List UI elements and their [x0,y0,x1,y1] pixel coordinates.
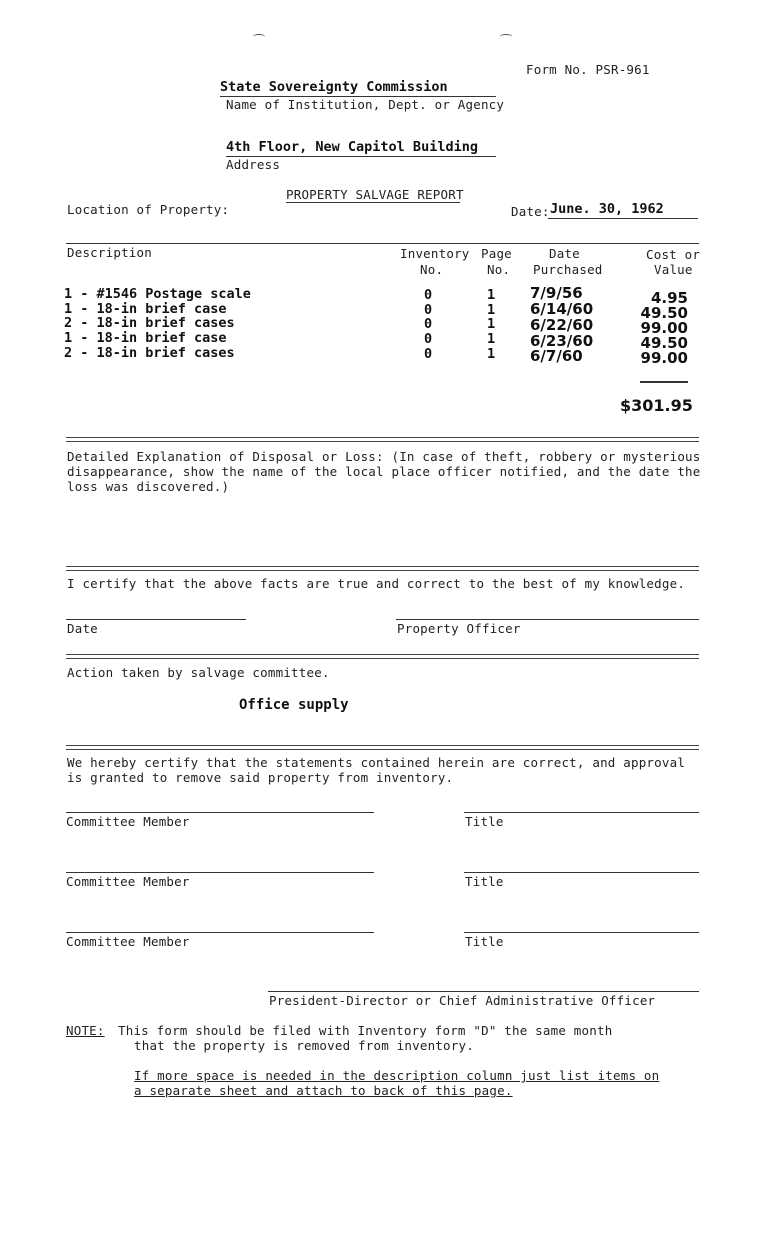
section-rule-explanation [66,437,699,442]
explanation-line-2: disappearance, show the name of the local place officer notified, and the date the [67,464,701,479]
header-date-purchased: Purchased [533,262,603,277]
item-page: 1 [487,346,496,362]
explanation-line-1: Detailed Explanation of Disposal or Loss: (In case of theft, robbery or mysterious [67,449,701,464]
committee-member-line-2 [66,872,374,873]
header-inventory-no: No. [420,262,444,277]
item-cost: 99.00 [640,349,688,367]
item-cost: 99.00 [640,319,688,337]
title-line-2 [464,872,699,873]
punch-mark-right [500,34,512,39]
header-description: Description [67,245,152,260]
item-description: 1 - 18-in brief case [64,330,227,346]
header-cost: Cost or [646,247,701,262]
date-signature-line [66,619,246,620]
committee-member-label-3: Committee Member [66,934,190,949]
item-description: 2 - 18-in brief cases [64,315,235,331]
item-date: 7/9/56 [530,284,583,302]
section-rule-hereby [66,745,699,750]
date-signature-label: Date [67,621,98,636]
section-rule-action [66,654,699,659]
title-line-3 [464,932,699,933]
item-date: 6/7/60 [530,347,583,365]
committee-member-line-1 [66,812,374,813]
committee-member-label-1: Committee Member [66,814,190,829]
president-signature-line [268,991,699,992]
note-line-2: that the property is removed from inventory. [134,1038,474,1053]
president-label: President-Director or Chief Administrative Officer [269,993,656,1008]
item-inventory: 0 [424,302,433,318]
title-label-1: Title [465,814,504,829]
item-date: 6/23/60 [530,332,594,350]
item-date: 6/22/60 [530,316,594,334]
header-cost-value: Value [654,262,693,277]
item-page: 1 [487,331,496,347]
report-title: PROPERTY SALVAGE REPORT [286,187,464,202]
header-date: Date [549,246,580,261]
agency-name: State Sovereignty Commission [220,79,448,95]
item-description: 1 - 18-in brief case [64,301,227,317]
committee-member-label-2: Committee Member [66,874,190,889]
item-page: 1 [487,302,496,318]
item-description: 2 - 18-in brief cases [64,345,235,361]
committee-member-line-3 [66,932,374,933]
item-date: 6/14/60 [530,300,594,318]
punch-mark-left [253,34,265,39]
address-value: 4th Floor, New Capitol Building [226,139,478,155]
total-value: $301.95 [620,396,693,415]
property-officer-label: Property Officer [397,621,521,636]
property-officer-line [396,619,699,620]
location-label: Location of Property: [67,202,230,217]
table-header-rule [66,243,699,244]
item-inventory: 0 [424,287,433,303]
date-label: Date: [511,204,550,219]
date-value: June. 30, 1962 [550,201,664,217]
hereby-line-2: is granted to remove said property from inventory. [67,770,454,785]
item-description: 1 - #1546 Postage scale [64,286,251,302]
note-line-1: This form should be filed with Inventory form "D" the same month [118,1023,613,1038]
form-number: Form No. PSR-961 [526,62,650,77]
date-underline [548,218,698,219]
title-line-1 [464,812,699,813]
header-page: Page [481,246,512,261]
item-inventory: 0 [424,331,433,347]
address-label: Address [226,157,281,172]
explanation-line-3: loss was discovered.) [67,479,230,494]
section-rule-certify [66,566,699,571]
certify-text: I certify that the above facts are true and correct to the best of my knowledge. [67,576,686,591]
note-extra-line-1: If more space is needed in the description column just list items on [134,1068,660,1083]
item-cost: 49.50 [640,304,688,322]
total-rule [640,381,688,383]
action-label: Action taken by salvage committee. [67,665,330,680]
title-label-2: Title [465,874,504,889]
title-label-3: Title [465,934,504,949]
hereby-line-1: We hereby certify that the statements contained herein are correct, and approval [67,755,686,770]
item-cost: 4.95 [650,289,688,307]
header-inventory: Inventory [400,246,470,261]
note-label: NOTE: [66,1023,105,1038]
header-page-no: No. [487,262,511,277]
item-cost: 49.50 [640,334,688,352]
item-page: 1 [487,287,496,303]
action-value: Office supply [239,697,349,713]
note-extra-line-2: a separate sheet and attach to back of this page. [134,1083,513,1098]
agency-label: Name of Institution, Dept. or Agency [226,97,505,112]
item-page: 1 [487,316,496,332]
item-inventory: 0 [424,346,433,362]
report-title-underline [286,202,460,203]
item-inventory: 0 [424,316,433,332]
